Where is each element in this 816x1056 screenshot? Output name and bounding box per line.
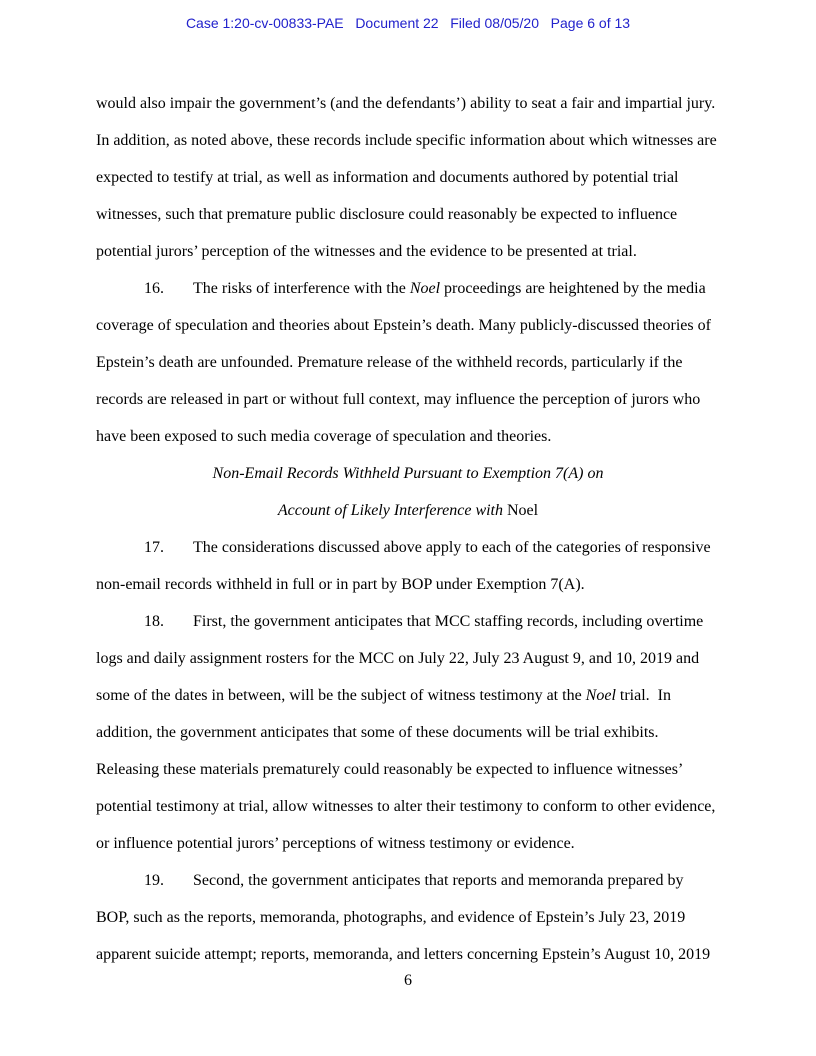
paragraph (96, 603, 720, 862)
paragraph-number: 16. (144, 280, 164, 297)
italic-text-run: Noel (409, 280, 441, 297)
text-run: trial. In addition, the government anticipates that some of these documents will be trial exhibits. Releasing these materials prematurely could reasonably be expected to influence witnesses’ potential testimony at trial, allow witnesses to alter their testimony to conform to other evidence, or influence potential jurors’ perceptions of witness testimony or evidence. (96, 687, 720, 852)
paragraph (96, 529, 720, 603)
paragraph-number: 18. (144, 613, 164, 630)
italic-text-run: Non-Email Records Withheld Pursuant to Exemption 7(A) on (212, 465, 604, 482)
italic-text-run: Noel (585, 687, 616, 704)
text-run: Second, the government anticipates that reports and memoranda prepared by BOP, such as the reports, memoranda, photographs, and evidence of Epstein’s July 23, 2019 apparent suicide attempt; reports, memoranda, and letters concerning Epstein’s August 10, 2019 (96, 872, 711, 963)
text-run: would also impair the government’s (and the defendants’) ability to seat a fair and impartial jury. In addition, as noted above, these records include specific information about which witnesses are expected to testify at trial, as well as information and documents authored by potential trial witnesses, such that premature public disclosure could reasonably be expected to influence potential jurors’ perception of the witnesses and the evidence to be presented at trial. (96, 95, 721, 260)
text-run: Noel (507, 502, 539, 519)
italic-text-run: Account of Likely Interference with (277, 502, 507, 519)
paragraph-number: 19. (144, 872, 164, 889)
paragraph (96, 85, 720, 270)
section-heading-line (96, 492, 720, 529)
text-run: The risks of interference with the (193, 280, 410, 297)
paragraph (96, 862, 720, 973)
paragraph (96, 270, 720, 455)
case-caption-stamp: Case 1:20-cv-00833-PAE Document 22 Filed 08/05/20 Page 6 of 13 (185, 15, 631, 31)
text-run: The considerations discussed above apply to each of the categories of responsive non-email records withheld in full or in part by BOP under Exemption 7(A). (96, 539, 715, 593)
text-run: First, the government anticipates that MCC staffing records, including overtime logs and daily assignment rosters for the MCC on July 22, July 23 August 9, and 10, 2019 and some of the dates in between, will be the subject of witness testimony at the (96, 613, 708, 704)
page-number: 6 (404, 972, 412, 989)
paragraph-number: 17. (144, 539, 164, 556)
text-run: proceedings are heightened by the media coverage of speculation and theories about Epstein’s death. Many publicly-discussed theories of Epstein’s death are unfounded. Premature release of the withheld records, particularly if the records are released in part or without full context, may influence the perception of jurors who have been exposed to such media coverage of speculation and theories. (96, 280, 715, 445)
document-body (96, 85, 720, 973)
section-heading-line (96, 455, 720, 492)
